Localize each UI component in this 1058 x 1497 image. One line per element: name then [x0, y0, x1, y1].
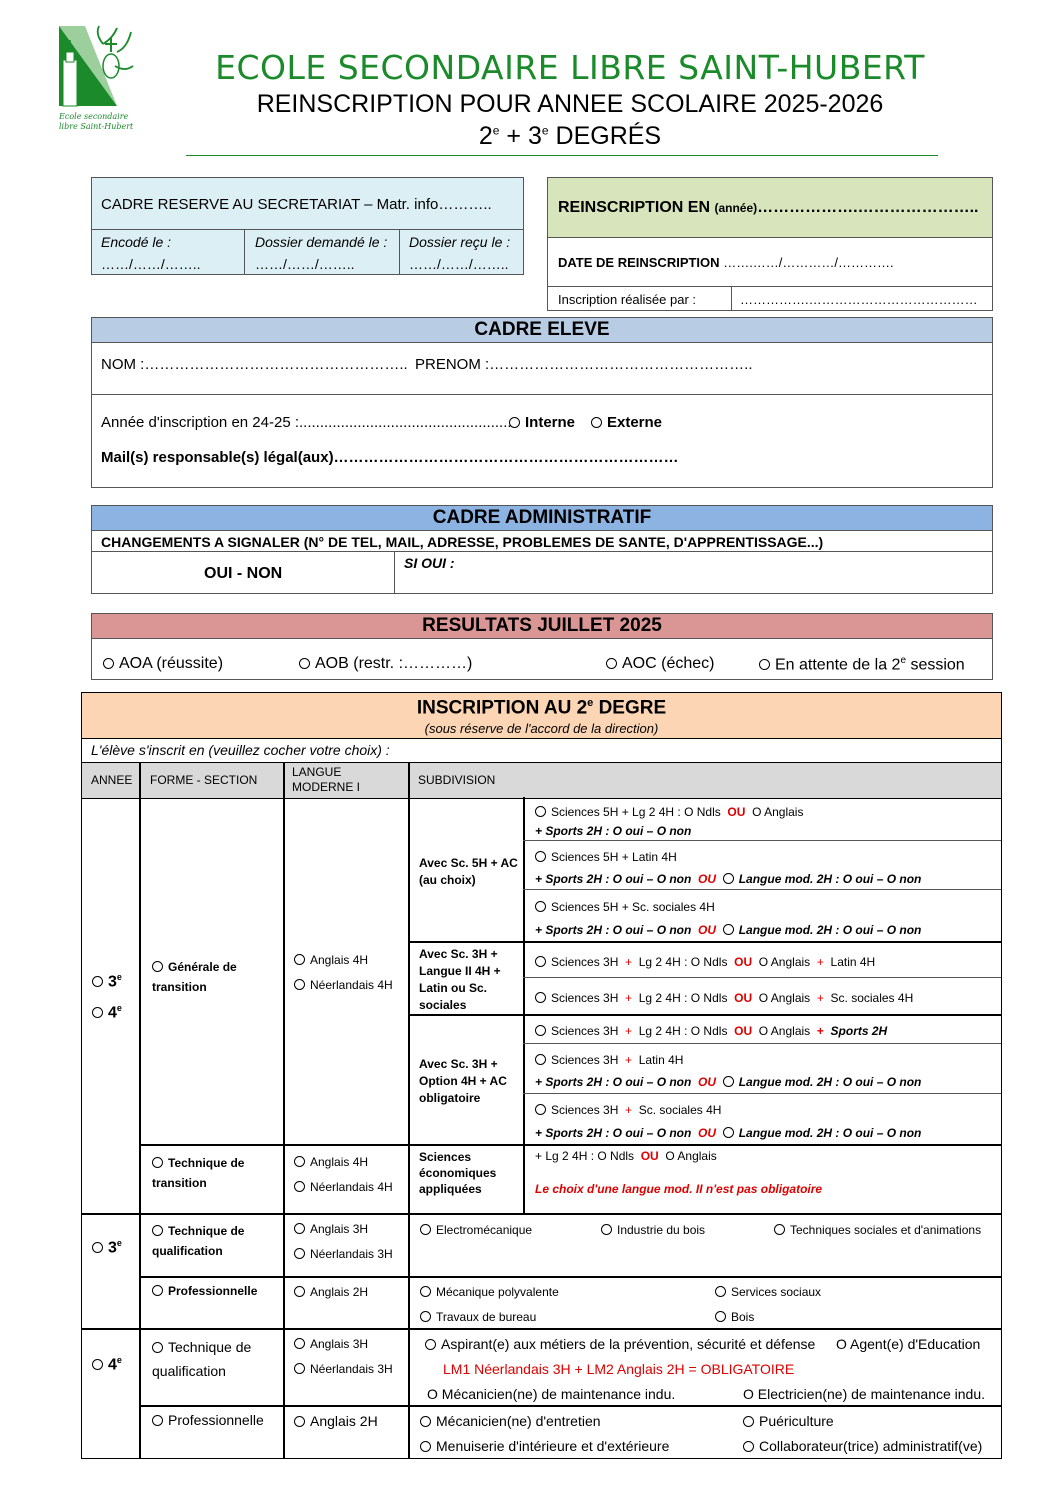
annee-field[interactable]: Année d'inscription en 24-25 :................................................... — [101, 414, 512, 431]
admin-header: CADRE ADMINISTRATIF — [91, 505, 993, 531]
radio-icon — [152, 1415, 163, 1426]
radio-icon — [535, 901, 546, 912]
radio-icon — [294, 1223, 305, 1234]
opt-sc5-lg2[interactable]: Sciences 5H + Lg 2 4H : O Ndls OU O Anglais — [535, 805, 803, 819]
prenom-field[interactable]: PRENOM :…………………………………………….. — [415, 356, 753, 373]
professionnelle2-radio[interactable]: Professionnelle — [152, 1412, 264, 1428]
radio-icon — [425, 1339, 436, 1350]
resultats-header: RESULTATS JUILLET 2025 — [91, 613, 993, 639]
radio-icon — [606, 658, 617, 669]
neerl4-radio[interactable]: Néerlandais 4H — [294, 978, 393, 992]
reinscription-en[interactable]: REINSCRIPTION EN (année)……………….………………….. — [558, 199, 979, 216]
opt-sc5-latin[interactable]: Sciences 5H + Latin 4H — [535, 850, 677, 864]
opt-sc5-scsoc-sports[interactable]: + Sports 2H : O oui – O non OU Langue mod. 2H : O oui – O non — [535, 923, 922, 937]
opt-sc3-latin-sports[interactable]: + Sports 2H : O oui – O non OU Langue mod. 2H : O oui – O non — [535, 1075, 922, 1089]
radio-icon — [535, 1104, 546, 1115]
realisee-field[interactable]: …………….………………………………… — [740, 292, 978, 307]
degrees-title: $2^e + 3^e$ DEGRÉS — [478, 122, 662, 150]
anglais2b-radio[interactable]: Anglais 2H — [294, 1413, 378, 1429]
radio-icon — [535, 1054, 546, 1065]
aob-radio[interactable]: AOB (restr. :…………) — [299, 655, 472, 673]
radio-icon — [535, 992, 546, 1003]
radio-icon — [743, 1441, 754, 1452]
meca-poly-radio[interactable]: Mécanique polyvalente — [420, 1285, 559, 1299]
anglais2-radio[interactable]: Anglais 2H — [294, 1285, 368, 1299]
dossier-demande-field[interactable]: ……/……/…….. — [255, 256, 355, 272]
inscription-note: (sous réserve de l'accord de la direction) — [424, 721, 659, 736]
professionnelle-radio[interactable]: Professionnelle — [152, 1284, 257, 1298]
opt-sea-lg2[interactable]: + Lg 2 4H : O Ndls OU O Anglais — [535, 1149, 717, 1163]
sea-note: Le choix d'une langue mod. II n'est pas obligatoire — [535, 1182, 823, 1196]
radio-icon — [294, 979, 305, 990]
opt-sc5-scsoc[interactable]: Sciences 5H + Sc. sociales 4H — [535, 900, 715, 914]
radio-icon — [723, 873, 734, 884]
elec-maintenance-option[interactable]: O Electricien(ne) de maintenance indu. — [743, 1386, 986, 1402]
opt-sc3-scsoc-sports[interactable]: + Sports 2H : O oui – O non OU Langue mod. 2H : O oui – O non — [535, 1126, 922, 1140]
radio-icon — [759, 659, 770, 670]
tech-qual-radio[interactable]: Technique de qualification — [152, 1224, 245, 1258]
col-forme: FORME - SECTION — [150, 773, 258, 787]
aspirant-radio[interactable]: Aspirant(e) aux métiers de la prévention, sécurité et défense — [425, 1336, 815, 1352]
group-sc3-langue: Avec Sc. 3H + Langue II 4H + Latin ou Sc. sociales — [419, 947, 501, 1012]
mail-field[interactable]: Mail(s) responsable(s) légal(aux)…………………………………………………………… — [101, 449, 679, 466]
agent-education-option[interactable]: O Agent(e) d'Education — [836, 1336, 981, 1352]
radio-icon — [152, 1157, 163, 1168]
year-4-qual-radio[interactable]: 4e — [92, 1355, 122, 1374]
radio-icon — [299, 658, 310, 669]
radio-icon — [509, 417, 520, 428]
year-3-radio[interactable]: 3e — [92, 972, 122, 991]
radio-icon — [723, 924, 734, 935]
anglais4-radio[interactable]: Anglais 4H — [294, 953, 368, 967]
opt-sc3-lg2-scsoc[interactable]: Sciences 3H + Lg 2 4H : O Ndls OU O Anglais + Sc. sociales 4H — [535, 991, 913, 1005]
bois-radio[interactable]: Bois — [715, 1310, 754, 1324]
header-divider — [186, 155, 938, 156]
radio-icon — [535, 806, 546, 817]
radio-icon — [152, 961, 163, 972]
year-4-radio[interactable]: 4e — [92, 1003, 122, 1022]
radio-icon — [601, 1224, 612, 1235]
opt-sc3-lg2-sports[interactable]: Sciences 3H + Lg 2 4H : O Ndls OU O Anglais + Sports 2H — [535, 1024, 887, 1038]
group-sea: Sciences économiques appliquées — [419, 1150, 497, 1196]
radio-icon — [103, 658, 114, 669]
radio-icon — [535, 956, 546, 967]
radio-icon — [723, 1076, 734, 1087]
aoa-radio[interactable]: AOA (réussite) — [103, 655, 223, 673]
col-langue: LANGUE MODERNE I — [292, 765, 361, 794]
puericulture-radio[interactable]: Puériculture — [743, 1413, 834, 1429]
inscription-title: INSCRIPTION AU 2e DEGRE — [416, 697, 667, 719]
neerl4b-radio[interactable]: Néerlandais 4H — [294, 1180, 393, 1194]
opt-sc3-latin[interactable]: Sciences 3H + Latin 4H — [535, 1053, 683, 1067]
aoc-radio[interactable]: AOC (échec) — [606, 655, 714, 673]
opt-sc3-scsoc[interactable]: Sciences 3H + Sc. sociales 4H — [535, 1103, 721, 1117]
dossier-recu-label: Dossier reçu le : — [409, 234, 511, 250]
anglais3-radio[interactable]: Anglais 3H — [294, 1222, 368, 1236]
form-title: REINSCRIPTION POUR ANNEE SCOLAIRE 2025-2026 — [256, 90, 884, 118]
anglais3b-radio[interactable]: Anglais 3H — [294, 1337, 368, 1351]
interne-radio[interactable]: Interne — [509, 414, 575, 431]
radio-icon — [294, 1181, 305, 1192]
radio-icon — [743, 1416, 754, 1427]
meca-maintenance-option[interactable]: O Mécanicien(ne) de maintenance indu. — [427, 1386, 676, 1402]
radio-icon — [294, 1156, 305, 1167]
tech-transition-radio[interactable]: Technique de transition — [152, 1156, 245, 1190]
electromeca-radio[interactable]: Electromécanique — [420, 1223, 532, 1237]
collab-admin-radio[interactable]: Collaborateur(trice) administratif(ve) — [743, 1438, 982, 1454]
tech-sociales-radio[interactable]: Techniques sociales et d'animations — [774, 1223, 981, 1237]
radio-icon — [591, 417, 602, 428]
group-sc5: Avec Sc. 5H + AC (au choix) — [419, 856, 518, 887]
radio-icon — [420, 1286, 431, 1297]
radio-icon — [152, 1342, 163, 1353]
nom-field[interactable]: NOM :…………………………………………….. — [101, 356, 408, 373]
svg-text:libre Saint-Hubert: libre Saint-Hubert — [59, 122, 134, 131]
opt-sc5-lg2-sports[interactable]: + Sports 2H : O oui – O non — [535, 824, 692, 838]
radio-icon — [92, 1242, 103, 1253]
radio-icon — [535, 1025, 546, 1036]
secretariat-title: CADRE RESERVE AU SECRETARIAT – Matr. info……….. — [101, 196, 492, 213]
dossier-demande-label: Dossier demandé le : — [255, 234, 388, 250]
tech-qual2-radio[interactable]: Technique de qualification — [152, 1339, 252, 1379]
radio-icon — [92, 1359, 103, 1370]
svg-text:Ecole secondaire: Ecole secondaire — [59, 112, 129, 121]
oui-non-field[interactable]: OUI - NON — [204, 565, 283, 582]
opt-sc3-lg2-latin[interactable]: Sciences 3H + Lg 2 4H : O Ndls OU O Anglais + Latin 4H — [535, 955, 875, 969]
radio-icon — [715, 1286, 726, 1297]
radio-icon — [420, 1441, 431, 1452]
eleve-header: CADRE ELEVE — [91, 317, 993, 343]
si-oui-field[interactable]: SI OUI : — [404, 555, 455, 571]
lm-obligatoire-note: LM1 Néerlandais 3H + LM2 Anglais 2H = OBLIGATOIRE — [443, 1361, 795, 1377]
inscription-intro: L'élève s'inscrit en (veuillez cocher votre choix) : — [91, 742, 390, 758]
radio-icon — [294, 1338, 305, 1349]
services-sociaux-radio[interactable]: Services sociaux — [715, 1285, 821, 1299]
menuiserie-radio[interactable]: Menuiserie d'intérieure et d'extérieure — [420, 1438, 669, 1454]
radio-icon — [723, 1127, 734, 1138]
group-sc3-option: Avec Sc. 3H + Option 4H + AC obligatoire — [419, 1057, 507, 1105]
radio-icon — [774, 1224, 785, 1235]
externe-radio[interactable]: Externe — [591, 414, 662, 431]
school-name: ECOLE SECONDAIRE LIBRE SAINT-HUBERT — [215, 48, 925, 87]
date-reinscription[interactable]: DATE DE REINSCRIPTION …….……/…………/…………. — [558, 255, 894, 270]
radio-icon — [294, 1363, 305, 1374]
meca-entretien-radio[interactable]: Mécanicien(ne) d'entretien — [420, 1413, 601, 1429]
industrie-bois-radio[interactable]: Industrie du bois — [601, 1223, 705, 1237]
attente-radio[interactable]: En attente de la 2e session — [759, 655, 965, 674]
radio-icon — [294, 954, 305, 965]
neerl3-radio[interactable]: Néerlandais 3H — [294, 1247, 393, 1261]
changements-label: CHANGEMENTS A SIGNALER (N° DE TEL, MAIL, ADRESSE, PROBLEMES DE SANTE, D'APPRENTISSAGE...) — [101, 534, 824, 550]
school-logo — [55, 22, 145, 134]
dossier-recu-field[interactable]: ……/……/…….. — [409, 256, 509, 272]
realisee-label: Inscription réalisée par : — [558, 292, 697, 307]
radio-icon — [420, 1224, 431, 1235]
radio-icon — [152, 1225, 163, 1236]
radio-icon — [152, 1285, 163, 1296]
encode-label: Encodé le : — [101, 234, 172, 250]
radio-icon — [420, 1311, 431, 1322]
radio-icon — [294, 1416, 305, 1427]
radio-icon — [715, 1311, 726, 1322]
year-3-qual-radio[interactable]: 3e — [92, 1238, 122, 1257]
radio-icon — [535, 851, 546, 862]
radio-icon — [294, 1248, 305, 1259]
radio-icon — [294, 1286, 305, 1297]
radio-icon — [420, 1416, 431, 1427]
opt-sc5-latin-sports[interactable]: + Sports 2H : O oui – O non OU Langue mod. 2H : O oui – O non — [535, 872, 922, 886]
neerl3b-radio[interactable]: Néerlandais 3H — [294, 1362, 393, 1376]
radio-icon — [92, 1007, 103, 1018]
col-annee: ANNEE — [91, 773, 133, 787]
col-subdivision: SUBDIVISION — [418, 773, 496, 787]
anglais4b-radio[interactable]: Anglais 4H — [294, 1155, 368, 1169]
gen-transition-radio[interactable]: Générale de transition — [152, 960, 237, 994]
encode-field[interactable]: ……/……/…….. — [101, 256, 201, 272]
radio-icon — [92, 976, 103, 987]
travaux-bureau-radio[interactable]: Travaux de bureau — [420, 1310, 536, 1324]
